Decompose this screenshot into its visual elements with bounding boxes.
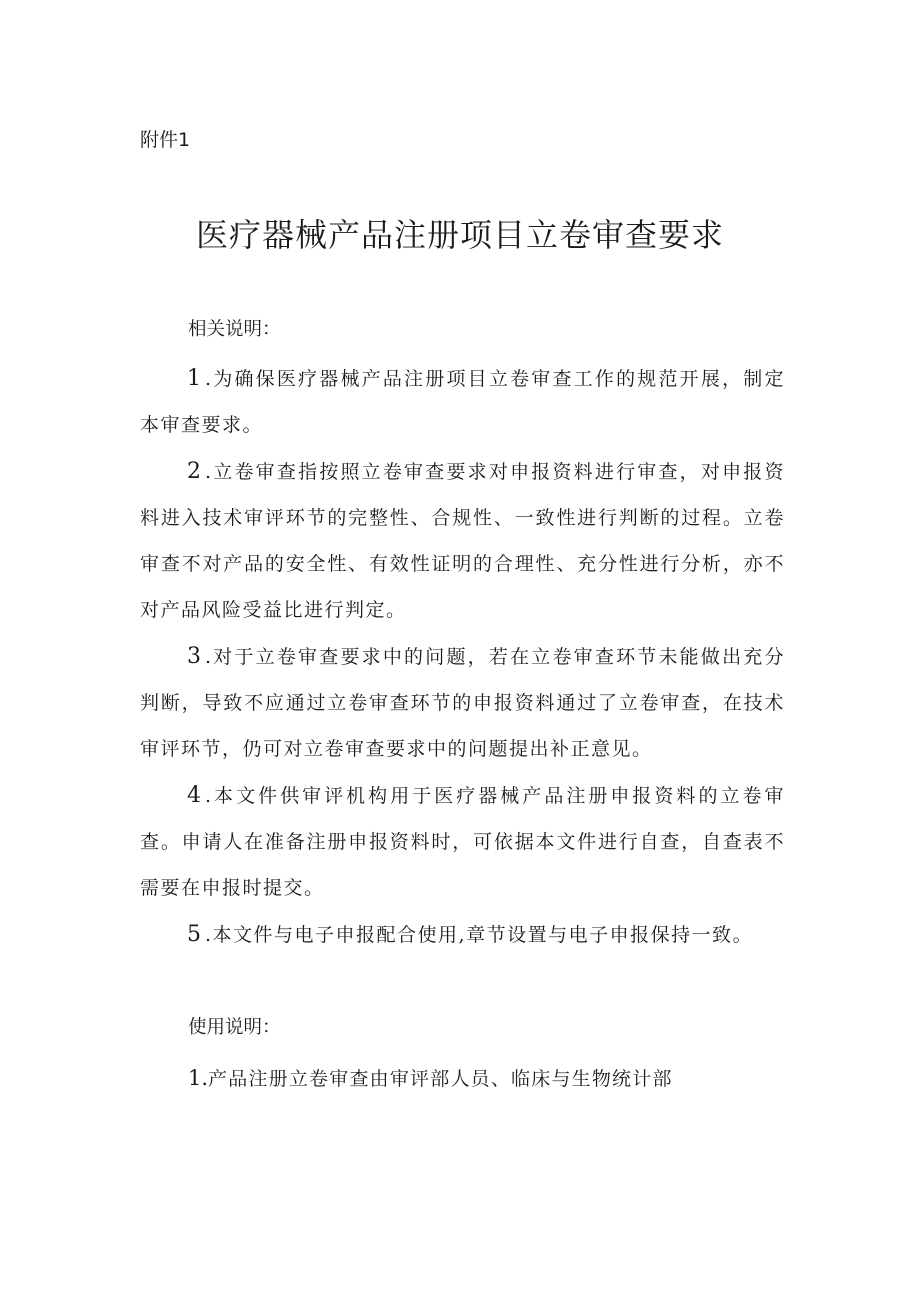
usage-text: 产品注册立卷审查由审评部人员、临床与生物统计部 (208, 1068, 673, 1090)
note-text: .本文件与电子申报配合使用,章节设置与电子申报保持一致。 (205, 924, 754, 946)
note-number: 3 (187, 644, 201, 669)
note-number: 2 (187, 459, 201, 484)
usage-number: 1. (188, 1066, 209, 1090)
attachment-label: 附件1 (140, 129, 191, 151)
note-number: 4 (187, 783, 201, 808)
usage-paragraph-1 (188, 1063, 788, 1094)
document-title: 医疗器械产品注册项目立卷审查要求 (195, 216, 724, 254)
note-number: 1 (187, 366, 201, 391)
note-paragraph-5 (140, 912, 785, 958)
note-text: .为确保医疗器械产品注册项目立卷审查工作的规范开展，制定本审查要求。 (140, 368, 785, 436)
note-paragraph-1 (140, 356, 785, 448)
note-paragraph-3 (140, 634, 785, 772)
note-number: 5 (187, 922, 201, 947)
usage-heading: 使用说明： (188, 1017, 281, 1038)
note-paragraph-2 (140, 449, 785, 633)
note-text: .立卷审查指按照立卷审查要求对申报资料进行审查，对申报资料进入技术审评环节的完整性、合规性、一致性进行判断的过程。立卷审查不对产品的安全性、有效性证明的合理性、充分性进行分析，亦不对产品风险受益比进行判定。 (140, 461, 785, 621)
notes-heading: 相关说明： (188, 319, 281, 340)
note-paragraph-4 (140, 773, 785, 911)
note-text: .本文件供审评机构用于医疗器械产品注册申报资料的立卷审查。申请人在准备注册申报资料时，可依据本文件进行自查，自查表不需要在申报时提交。 (140, 785, 785, 899)
note-text: .对于立卷审查要求中的问题，若在立卷审查环节未能做出充分判断，导致不应通过立卷审查环节的申报资料通过了立卷审查，在技术审评环节，仍可对立卷审查要求中的问题提出补正意见。 (140, 646, 785, 760)
